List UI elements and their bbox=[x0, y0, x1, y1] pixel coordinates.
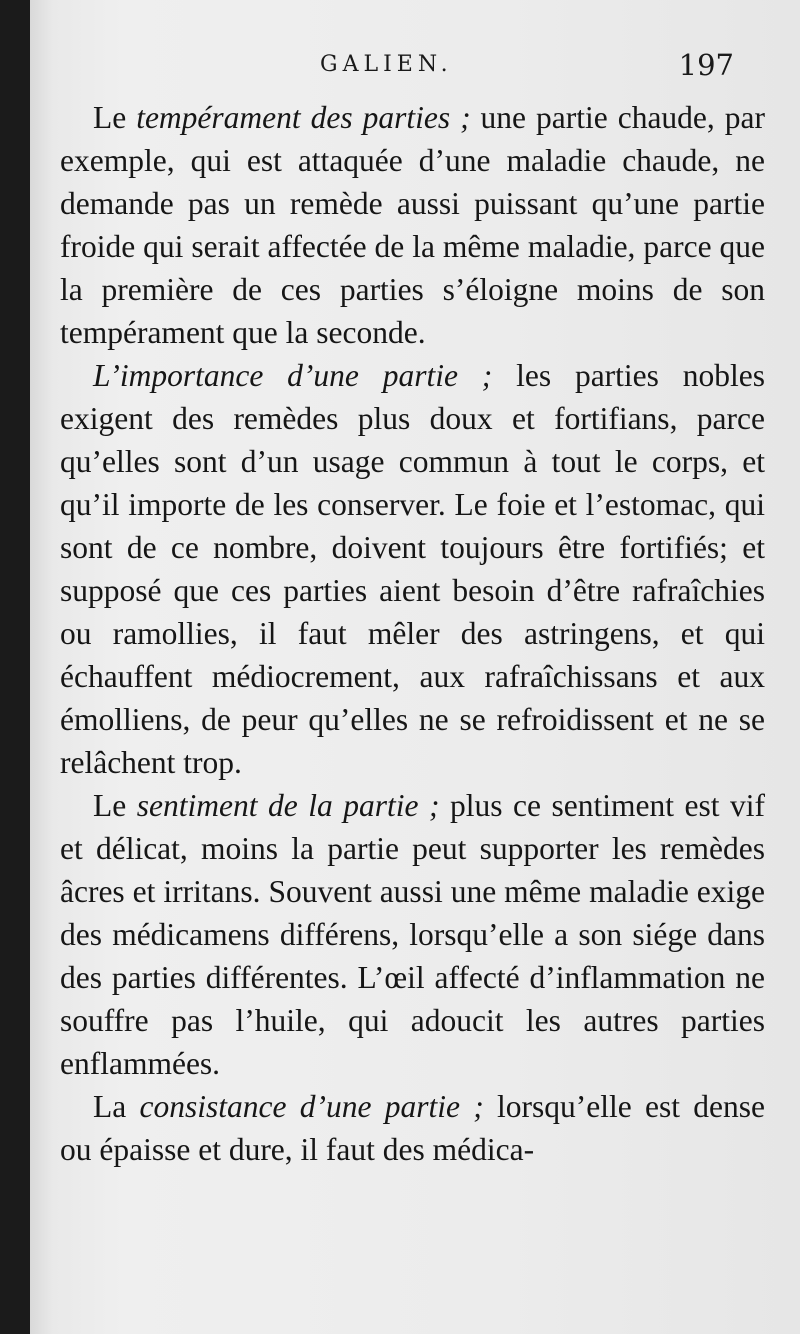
paragraph-body: plus ce sentiment est vif et délicat, moins la partie peut supporter les remèdes âcres et irritans. Souvent aussi une même maladie exige des médicamens différens, lorsqu’elle a son siége dans des parties différentes. L’œil affecté d’inflammation ne souffre pas l’huile, qui adoucit les autres parties enflammées. bbox=[60, 788, 765, 1081]
paragraph-lead: La bbox=[93, 1089, 140, 1124]
italic-term: L’importance d’une partie ; bbox=[93, 358, 493, 393]
paragraph-sentiment bbox=[60, 784, 765, 1085]
page-number: 197 bbox=[678, 48, 734, 82]
paragraph-body: lorsqu’elle est dense ou épaisse et dure, il faut des médica- bbox=[60, 1089, 765, 1167]
paragraph-lead: Le bbox=[93, 100, 137, 135]
paragraph-temperament bbox=[60, 96, 765, 354]
book-page bbox=[30, 0, 800, 1334]
italic-term: consistance d’une partie ; bbox=[139, 1089, 484, 1124]
running-head: GALIEN. bbox=[320, 52, 453, 77]
paragraph-lead: Le bbox=[93, 788, 137, 823]
paragraph-body: une partie chaude, par exemple, qui est attaquée d’une maladie chaude, ne demande pas un remède aussi puissant qu’une partie froide qui serait affectée de la même maladie, parce que la première de ces parties s’éloigne moins de son tempérament que la seconde. bbox=[60, 100, 765, 350]
page-header bbox=[30, 44, 800, 84]
paragraph-consistance bbox=[60, 1085, 765, 1171]
paragraph-body: les parties nobles exigent des remèdes plus doux et fortifians, parce qu’elles sont d’un usage commun à tout le corps, et qu’il importe de les conserver. Le foie et l’estomac, qui sont de ce nombre, doivent toujours être fortifiés; et supposé que ces parties aient besoin d’être rafraîchies ou ramollies, il faut mêler des astringens, et qui échauffent médiocrement, aux rafraîchissans et aux émolliens, de peur qu’elles ne se refroidissent et ne se relâchent trop. bbox=[60, 358, 765, 780]
paragraph-importance bbox=[60, 354, 765, 784]
italic-term: tempérament des parties ; bbox=[136, 100, 471, 135]
body-text bbox=[60, 96, 765, 1171]
italic-term: sentiment de la partie ; bbox=[136, 788, 440, 823]
